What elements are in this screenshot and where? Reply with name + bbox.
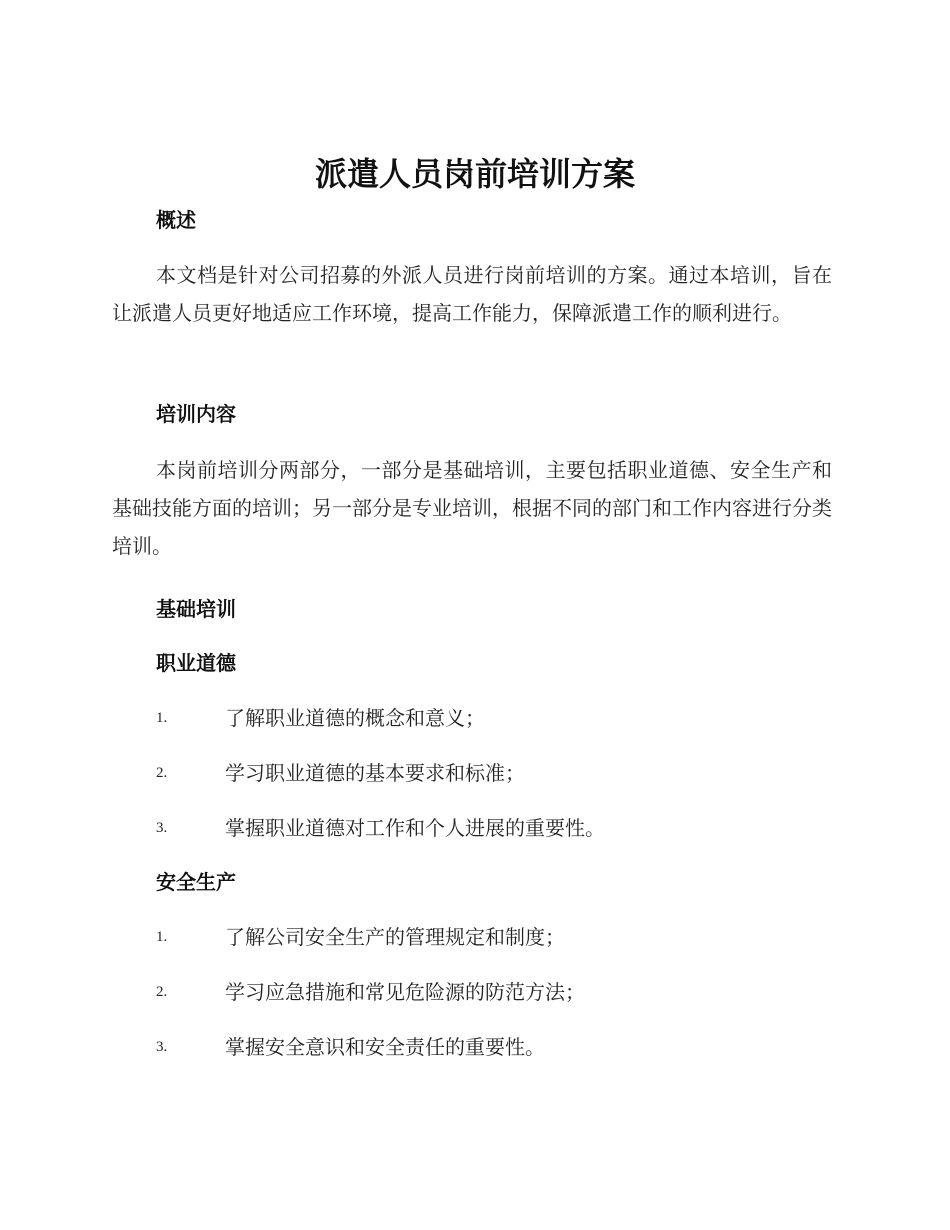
paragraph-training-content: 本岗前培训分两部分，一部分是基础培训，主要包括职业道德、安全生产和基础技能方面的培训；另一部分是专业培训，根据不同的部门和工作内容进行分类培训。 <box>112 458 832 558</box>
paragraph-overview: 本文档是针对公司招募的外派人员进行岗前培训的方案。通过本培训，旨在让派遣人员更好地适应工作环境，提高工作能力，保障派遣工作的顺利进行。 <box>112 263 832 325</box>
list-item-text: 了解职业道德的概念和意义； <box>225 706 485 730</box>
list-item-text: 学习应急措施和常见危险源的防范方法； <box>225 980 585 1004</box>
list-item-text: 学习职业道德的基本要求和标准； <box>225 761 525 785</box>
heading-training-content: 培训内容 <box>156 402 236 426</box>
list-item <box>156 923 836 951</box>
list-item <box>156 1033 836 1061</box>
list-item <box>156 814 836 842</box>
list-item-number: 2. <box>156 984 168 1000</box>
list-item <box>156 978 836 1006</box>
list-item <box>156 704 836 732</box>
list-item-text: 掌握职业道德对工作和个人进展的重要性。 <box>225 816 605 840</box>
document-title: 派遣人员岗前培训方案 <box>314 155 635 193</box>
list-item-text: 了解公司安全生产的管理规定和制度； <box>225 925 565 949</box>
list-item-number: 1. <box>156 710 168 726</box>
list-item-number: 3. <box>156 820 168 836</box>
list-item-number: 2. <box>156 765 168 781</box>
list-item-number: 3. <box>156 1039 168 1055</box>
list-item-number: 1. <box>156 929 168 945</box>
heading-basic-training: 基础培训 <box>156 597 236 621</box>
list-item <box>156 759 836 787</box>
list-item-text: 掌握安全意识和安全责任的重要性。 <box>225 1035 545 1059</box>
heading-overview: 概述 <box>156 208 196 232</box>
heading-professional-ethics: 职业道德 <box>156 651 236 675</box>
heading-safety-production: 安全生产 <box>156 870 236 894</box>
